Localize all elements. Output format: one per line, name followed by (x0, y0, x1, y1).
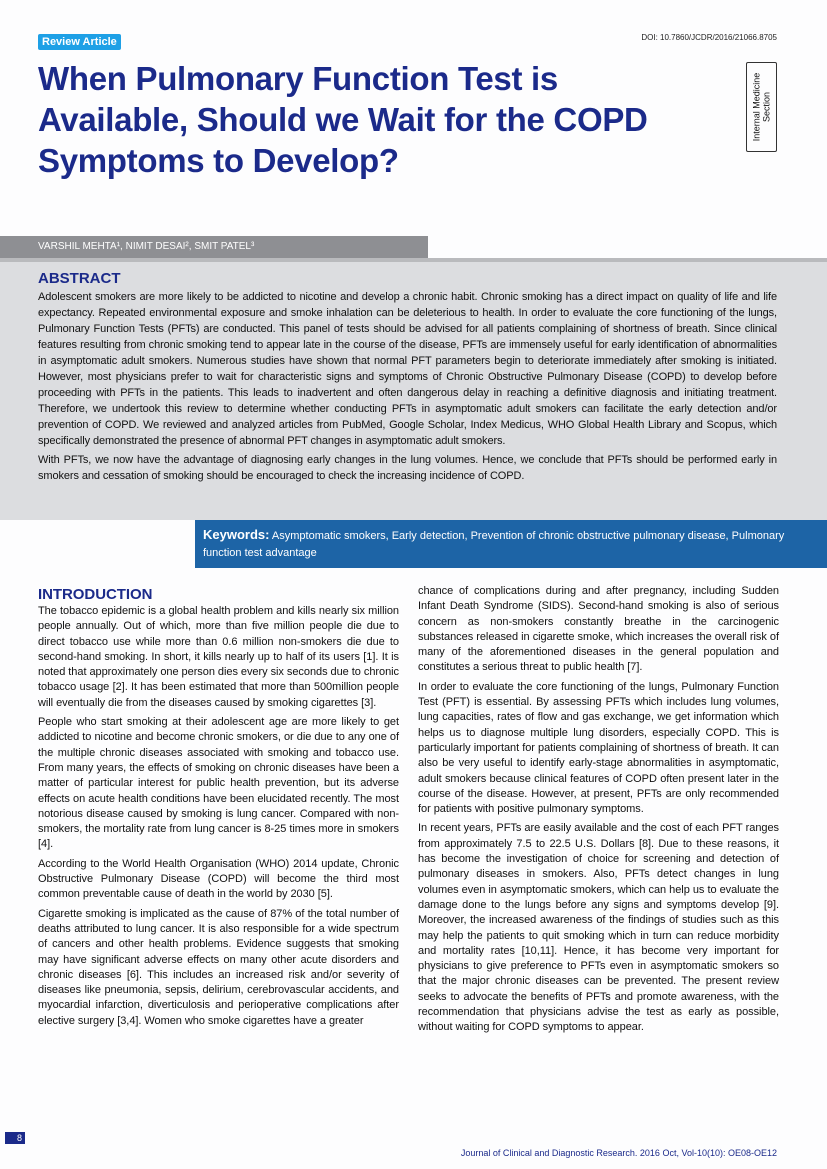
article-type-badge: Review Article (38, 34, 121, 50)
abstract-box (0, 262, 827, 520)
keywords-box (195, 520, 827, 568)
body-paragraph: In order to evaluate the core functioning of the lungs, Pulmonary Function Test (PFT) is essential. By assessing PFTs which includes lung volumes, lung capacities, rates of flow and gas exchange, we get information which helps us to diagnose multiple lung disorders, especially COPD. This is particularly important for patients complaining of shortness of breath. It can also be very useful to identify early-stage abnormalities in asymptomatic, adult smokers because clinical features of COPD often present later in the course of the disease. However, at present, PFTs are only recommended for patients with positive pulmonary symptoms. (418, 680, 779, 816)
section-label (746, 62, 777, 152)
section-line-2: Section (761, 91, 772, 123)
body-paragraph: People who start smoking at their adolescent age are more likely to get addicted to nicotine and become chronic smokers, or die due to any one of the multiple chronic diseases associated with smoking and tobacco use. From many years, the effects of smoking on chronic diseases have been a matter of particular interest for public health prevention, but its adverse effects on acute health conditions have been elucidated recently. The most notorious disease caused by smoking is lung cancer. Compared with non-smokers, the mortality rate from lung cancer is 8-25 times more in smokers [4]. (38, 716, 399, 851)
abstract-block (0, 262, 827, 568)
body-paragraph: chance of complications during and after pregnancy, including Sudden Infant Death Syndrome (SIDS). Second-hand smoking is also of serious concern as non-smokers constantly breathe in the carcinogenic substances released in cigarette smoke, which increases the overall risk of many of the aforementioned diseases in the general population and constitutes a serious threat to public health [7]. (418, 585, 779, 674)
body-paragraph: Cigarette smoking is implicated as the cause of 87% of the total number of deaths attributed to lung cancer. It is also responsible for a wide spectrum of cancers and other health problems. Evidence suggests that smoking may have significant adverse effects on many other acute disorders and chronic diseases [6]. This includes an increased risk and/or severity of diseases like pneumonia, sepsis, delirium, cerebrovascular accidents, and myocardial infarction, diverticulosis and perioperative complications after elective surgery [3,4]. Women who smoke cigarettes have a greater (38, 907, 399, 1027)
body-paragraph: In recent years, PFTs are easily available and the cost of each PFT ranges from approximately 7.5 to 22.5 U.S. Dollars [8]. Due to these reasons, it has become the investigation of choice for screening and detection of pulmonary diseases in smokers. Also, PFTs detect changes in lung volumes even in asymptomatic smokers, which can help us to evaluate the damage done to the lungs before any signs and symptoms develop [9]. Moreover, the increased awareness of the findings of studies such as this may help the patients to quit smoking which in turn can reduce morbidity and mortality rates [10,11]. Hence, it has become very important for physicians to give preference to PFTs even in asymptomatic smokers so that the major chronic diseases can be prevented. The present review seeks to advocate the benefits of PFTs and promote awareness, with the recommendation that physicians advise the test as early as possible, without waiting for COPD symptoms to appear. (418, 822, 779, 1034)
article-title: When Pulmonary Function Test is Available, Should we Wait for the COPD Symptoms to Develop? (38, 60, 648, 179)
abstract-heading: ABSTRACT (38, 270, 121, 287)
journal-citation: Journal of Clinical and Diagnostic Research. 2016 Oct, Vol-10(10): OE08-OE12 (460, 1148, 777, 1158)
section-label-text (752, 73, 772, 142)
doi[interactable]: DOI: 10.7860/JCDR/2016/21066.8705 (641, 33, 777, 42)
authors-bar: VARSHIL MEHTA¹, NIMIT DESAI², SMIT PATEL³ (0, 236, 428, 258)
page-number: 8 (5, 1132, 25, 1144)
body-paragraph: According to the World Health Organisation (WHO) 2014 update, Chronic Obstructive Pulmonary Disease (COPD) will become the third most common preventable cause of death in the world by 2030 [5]. (38, 857, 399, 901)
keywords-label: Keywords: (203, 527, 270, 542)
abstract-paragraph: Adolescent smokers are more likely to be addicted to nicotine and develop a chronic habit. Chronic smoking has a direct impact on quality of life and life expectancy. Repeated environmental exposure and smoke inhalation can be deleterious to health. In order to evaluate the core functioning of the lungs, Pulmonary Function Tests (PFTs) are conducted. This panel of tests should be advised for all patients complaining of shortness of breath. Since clinical features resulting from chronic smoking tend to appear late in the course of the disease, PFTs are immensely useful for early identification of abnormalities in asymptomatic adult smokers. Numerous studies have shown that normal PFT parameters begin to deteriorate immediately after smoking is initiated. However, most physicians prefer to wait for characteristic signs and symptoms of Chronic Obstructive Pulmonary Disease (COPD) to develop before proceeding with PFTs in the patients. This leads to inadvertent and often dangerous delay in reaching a definitive diagnosis and initiating treatment. Therefore, we undertook this review to determine whether conducting PFTs in asymptomatic adult smokers can facilitate the early detection and/or prevention of COPD. We reviewed and analyzed articles from PubMed, Google Scholar, Index Medicus, WHO Global Health Library and Scopus, which specifically demonstrated the presence of abnormal PFT changes in asymptomatic adult smokers. (38, 291, 777, 447)
abstract-paragraph: With PFTs, we now have the advantage of diagnosing early changes in the lung volumes. Hence, we conclude that PFTs should be performed early in smokers and cessation of smoking should be encouraged to check the increasing incidence of COPD. (38, 454, 777, 482)
body-paragraph: The tobacco epidemic is a global health problem and kills nearly six million people annually. Out of which, more than five million people die due to direct tobacco use while more than 0.6 million non-smokers die due to second-hand smoking. In short, it kills nearly up to half of its users [1]. It is noted that approximately one person dies every six seconds due to chronic tobacco usage [2]. It has been estimated that more than 500million people will eventually die from the diseases caused by smoking cigarettes [3]. (38, 605, 399, 709)
keywords-text: Asymptomatic smokers, Early detection, Prevention of chronic obstructive pulmonary disease, Pulmonary function test advantage (203, 530, 785, 559)
section-line-1: Internal Medicine (751, 72, 762, 142)
right-column (418, 584, 779, 1040)
introduction-heading: INTRODUCTION (38, 586, 153, 603)
left-column (38, 585, 399, 1033)
